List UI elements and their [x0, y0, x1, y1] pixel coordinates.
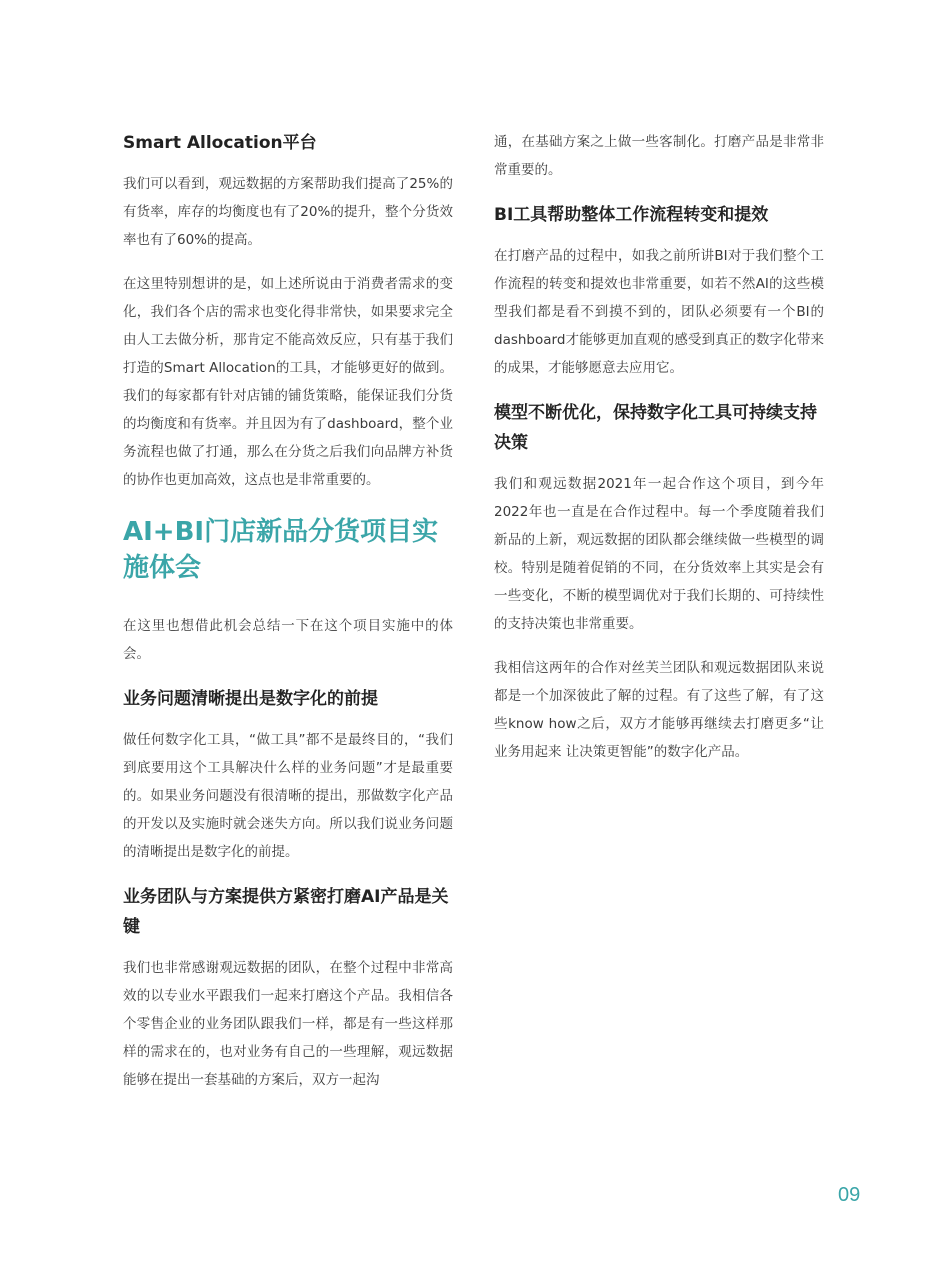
paragraph: 在这里特别想讲的是，如上述所说由于消费者需求的变化，我们各个店的需求也变化得非常快，如果要求完全由人工去做分析，那肯定不能高效反应，只有基于我们打造的Smart Allocation的工具，才能够更好的做到。我们的每家都有针对店铺的铺货策略，能保证我们分货的均衡度和有货率。并且因为有了dashboard，整个业务流程也做了打通，那么在分货之后我们向品牌方补货的协作也更加高效，这点也是非常重要的。 [123, 276, 453, 488]
heading-team-collaboration: 业务团队与方案提供方紧密打磨AI产品是关键 [123, 887, 449, 937]
paragraph: 在这里也想借此机会总结一下在这个项目实施中的体会。 [123, 618, 453, 662]
paragraph: 我们可以看到，观远数据的方案帮助我们提高了25%的有货率，库存的均衡度也有了20%的提升，整个分货效率也有了60%的提高。 [123, 176, 453, 248]
section-title: AI+BI门店新品分货项目实施体会 [123, 517, 439, 583]
page-number: 09 [838, 1184, 861, 1206]
right-column [494, 128, 824, 782]
paragraph: 通，在基础方案之上做一些客制化。打磨产品是非常非常重要的。 [494, 134, 824, 178]
heading-business-problem: 业务问题清晰提出是数字化的前提 [123, 689, 378, 709]
left-column [123, 128, 453, 1110]
paragraph: 我相信这两年的合作对丝芙兰团队和观远数据团队来说都是一个加深彼此了解的过程。有了这些了解，有了这些know how之后，双方才能够再继续去打磨更多“让业务用起来 让决策更智能”的数字化产品。 [494, 660, 824, 760]
paragraph: 我们也非常感谢观远数据的团队，在整个过程中非常高效的以专业水平跟我们一起来打磨这个产品。我相信各个零售企业的业务团队跟我们一样，都是有一些这样那样的需求在的，也对业务有自己的一些理解，观远数据能够在提出一套基础的方案后，双方一起沟 [123, 960, 453, 1088]
heading-bi-tools: BI工具帮助整体工作流程转变和提效 [494, 205, 769, 225]
paragraph: 在打磨产品的过程中，如我之前所讲BI对于我们整个工作流程的转变和提效也非常重要，如若不然AI的这些模型我们都是看不到摸不到的，团队必须要有一个BI的dashboard才能够更加直观的感受到真正的数字化带来的成果，才能够愿意去应用它。 [494, 248, 824, 376]
heading-smart-allocation: Smart Allocation平台 [123, 133, 317, 153]
heading-model-optimization: 模型不断优化，保持数字化工具可持续支持决策 [494, 403, 817, 453]
paragraph: 我们和观远数据2021年一起合作这个项目，到今年2022年也一直是在合作过程中。每一个季度随着我们新品的上新，观远数据的团队都会继续做一些模型的调校。特别是随着促销的不同，在分货效率上其实是会有一些变化，不断的模型调优对于我们长期的、可持续性的支持决策也非常重要。 [494, 476, 824, 632]
paragraph: 做任何数字化工具，“做工具”都不是最终目的，“我们到底要用这个工具解决什么样的业务问题”才是最重要的。如果业务问题没有很清晰的提出，那做数字化产品的开发以及实施时就会迷失方向。所以我们说业务问题的清晰提出是数字化的前提。 [123, 732, 453, 860]
